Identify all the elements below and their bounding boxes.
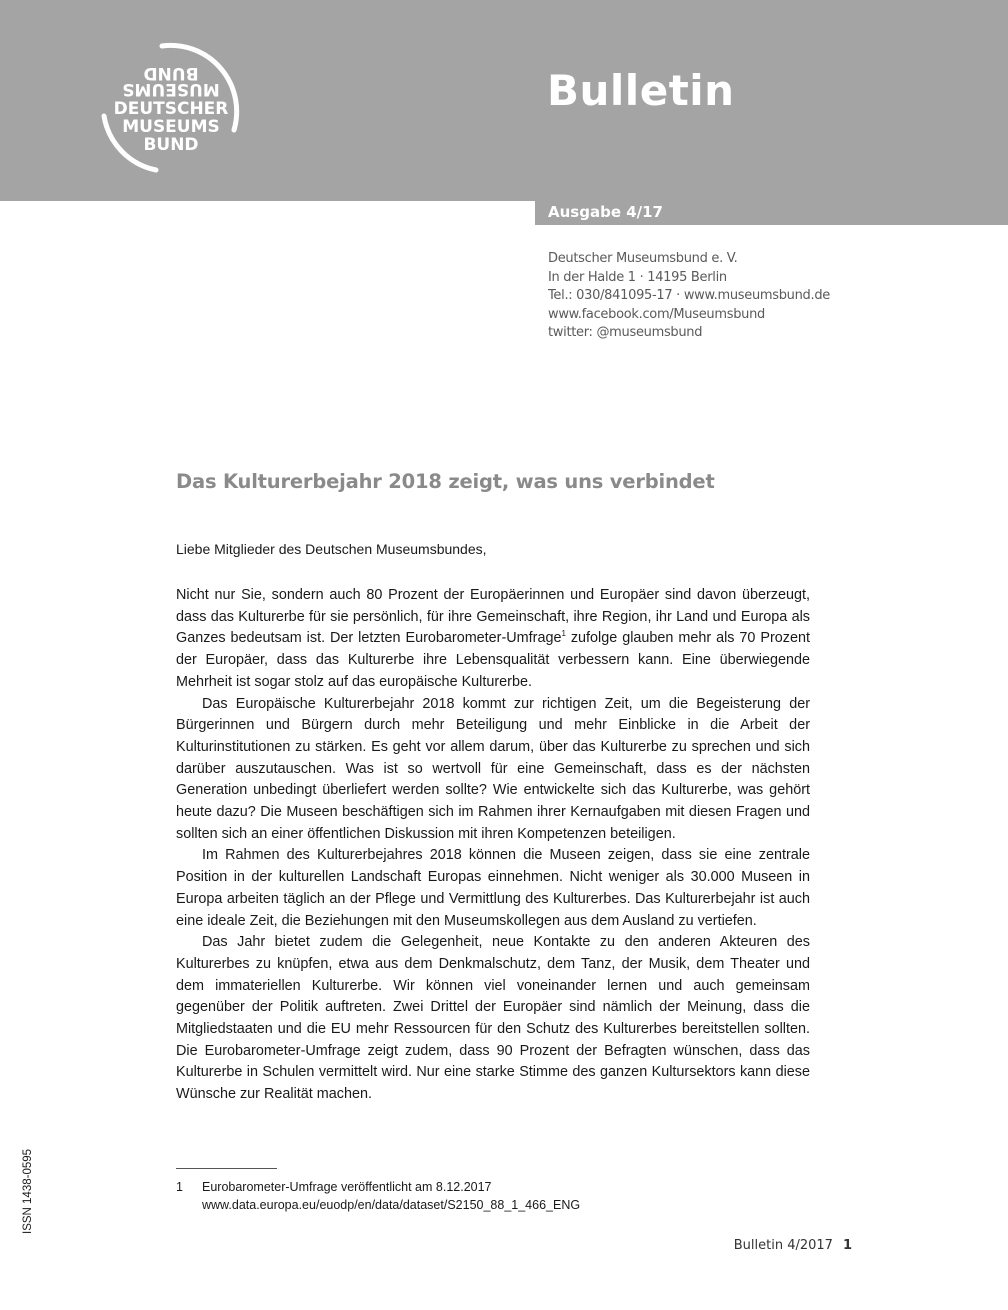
issn-number: ISSN 1438-0595	[22, 1148, 34, 1234]
article-body	[176, 585, 810, 1106]
contact-org: Deutscher Museumsbund e. V.	[548, 251, 738, 266]
footnote-line-1: Eurobarometer-Umfrage veröffentlicht am 8.12.2017	[202, 1180, 492, 1194]
footnote-number: 1	[176, 1180, 183, 1194]
contact-phone-web: Tel.: 030/841095-17 · www.museumsbund.de	[548, 288, 830, 303]
article-salutation: Liebe Mitglieder des Deutschen Museumsbundes,	[176, 541, 487, 557]
footnote-divider	[176, 1168, 277, 1169]
footer-label: Bulletin 4/2017	[733, 1238, 833, 1253]
page-footer	[734, 1238, 852, 1253]
contact-address: In der Halde 1 · 14195 Berlin	[548, 269, 727, 285]
logo-graphic	[96, 38, 256, 178]
paragraph-1	[176, 585, 810, 694]
issue-band	[535, 201, 1008, 225]
paragraph-1-text-b: zufolge glauben mehr als 70 Prozent der Europäer, dass das Kulturerbe ihre Lebensqualität verbessern kann. Eine überwiegende Mehrheit ist sogar stolz auf das europäische Kulturerbe.	[176, 630, 810, 690]
footnote-ref: 1	[561, 629, 566, 639]
publication-title: Bulletin	[547, 66, 735, 115]
contact-facebook: www.facebook.com/Museumsbund	[548, 306, 765, 322]
footnote	[176, 1178, 580, 1214]
paragraph-2: Das Europäische Kulturerbejahr 2018 kommt zur richtigen Zeit, um die Begeisterung der Bürgerinnen und Bürgern durch mehr Beteiligung und mehr Einblicke in die Arbeit der Kulturinstitutionen zu stärken. Es geht vor allem darum, über das Kulturerbe zu sprechen und sich darüber auszutauschen. Was ist so wertvoll für eine Gemeinschaft, dass es der nächsten Generation unbedingt überliefert werden sollte? Wie entwickelte sich das Kulturerbe, was gehört heute dazu? Die Museen beschäftigen sich im Rahmen ihrer Kernaufgaben mit diesen Fragen und sollten sich an einer öffentlichen Diskussion mit ihren Kompetenzen beteiligen.	[176, 695, 810, 842]
logo-line-1: BUND	[143, 63, 199, 83]
footnote-link: www.data.europa.eu/euodp/en/data/dataset/S2150_88_1_466_ENG	[202, 1198, 581, 1212]
page-number: 1	[842, 1238, 852, 1253]
contact-block	[548, 250, 988, 343]
logo-line-5: BUND	[143, 135, 199, 155]
museumsbund-logo	[96, 38, 256, 178]
logo-line-3: DEUTSCHER	[113, 99, 229, 119]
logo-line-4: MUSEUMS	[122, 117, 220, 137]
paragraph-3: Im Rahmen des Kulturerbejahres 2018 können die Museen zeigen, dass sie eine zentrale Position in der kulturellen Landschaft Europas einnehmen. Nicht weniger als 30.000 Museen in Europa arbeiten täglich an der Pflege und Vermittlung des Kulturerbes. Das Kulturerbejahr ist auch eine ideale Zeit, die Beziehungen mit den Museumskollegen aus dem Ausland zu vertiefen.	[176, 847, 810, 929]
logo-line-2: MUSEUMS	[122, 79, 220, 99]
header-band	[0, 0, 1008, 201]
contact-twitter: twitter: @museumsbund	[548, 325, 703, 340]
issue-label: Ausgabe 4/17	[548, 203, 663, 221]
paragraph-1-text-a: Nicht nur Sie, sondern auch 80 Prozent der Europäerinnen und Europäer sind davon überzeugt, dass das Kulturerbe für sie persönlich, für ihre Gemeinschaft, ihre Region, ihr Land und Europa als Ganzes bedeutsam ist. Der letzten Eurobarometer-Umfrage	[176, 587, 810, 647]
paragraph-4: Das Jahr bietet zudem die Gelegenheit, neue Kontakte zu den anderen Akteuren des Kulturerbes zu knüpfen, etwa aus dem Denkmalschutz, dem Tanz, der Musik, dem Theater und dem immateriellen Kulturerbe. Wir können viel voneinander lernen und auch gemeinsam gegenüber der Politik auftreten. Zwei Drittel der Europäer sind nämlich der Meinung, dass die Mitgliedstaaten und die EU mehr Ressourcen für den Schutz des Kulturerbes bereitstellen sollten. Die Eurobarometer-Umfrage zeigt zudem, dass 90 Prozent der Befragten wünschen, dass das Kulturerbe in Schulen vermittelt wird. Nur eine starke Stimme des ganzen Kultursektors kann diese Wünsche zur Realität machen.	[176, 934, 810, 1103]
article-headline: Das Kulturerbejahr 2018 zeigt, was uns verbindet	[176, 470, 715, 493]
